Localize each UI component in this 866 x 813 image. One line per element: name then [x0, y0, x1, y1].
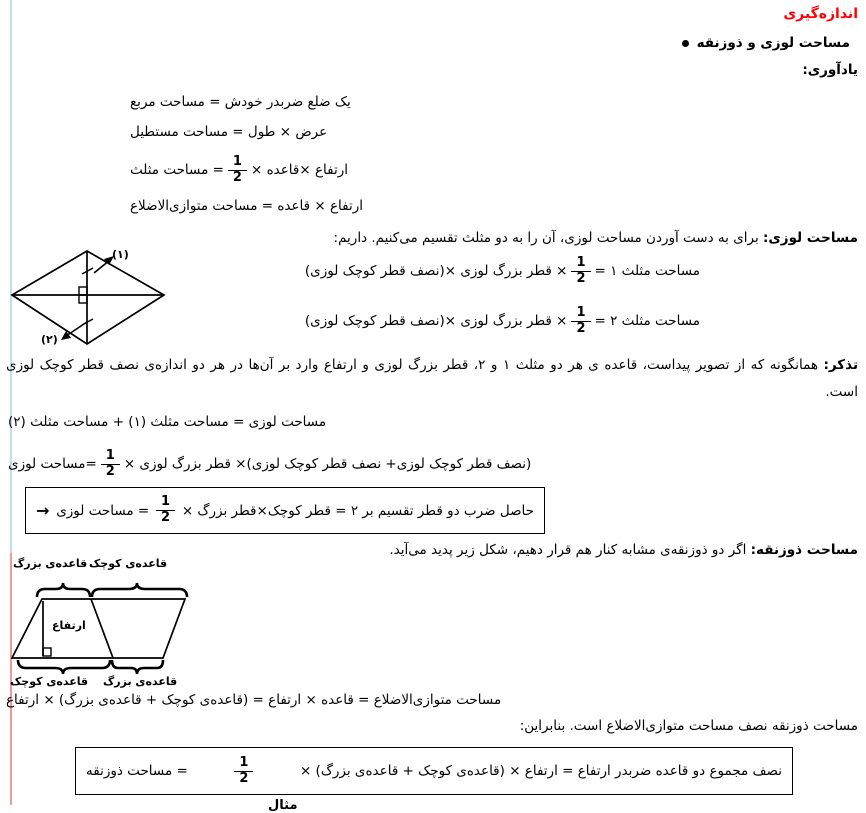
formula-triangle-result: = مساحت مثلث	[130, 162, 224, 178]
formula-square	[130, 94, 351, 110]
triangle2-result: مساحت مثلث ۲ =	[594, 313, 700, 329]
formula-square-text: یک ضلع ضربدر خودش = مساحت مربع	[130, 94, 351, 110]
formula-parallelogram-text: ارتفاع × قاعده = مساحت متوازی‌الاضلاع	[130, 198, 364, 214]
rhombus-sum-formula	[8, 414, 326, 430]
note-paragraph	[6, 352, 858, 406]
half-note-text: مساحت ذوزنقه نصف مساحت متوازی‌الاضلاع است. بنابراین:	[519, 718, 858, 734]
trapezoid-box-result: = مساحت ذوزنقه	[86, 763, 188, 779]
rhombus-intro-text: برای به دست آوردن مساحت لوزی، آن را به دو مثلث تقسیم می‌کنیم. داریم:	[333, 230, 759, 246]
trapezoid-intro-lead: مساحت ذوزنقه:	[750, 542, 858, 558]
formula-triangle	[130, 148, 348, 192]
one-half-fraction: $\frac{1}{2}$	[156, 495, 175, 526]
bottom-small-brace	[112, 660, 163, 674]
right-angle-mark	[43, 648, 51, 656]
rhombus-expanded-expr: (نصف قطر کوچک لوزی+ نصف قطر کوچک لوزی)× قطر بزرگ لوزی ×	[123, 456, 532, 472]
rhombus-intro-lead: مساحت لوزی:	[763, 230, 858, 246]
top-small-brace	[37, 583, 90, 597]
right-angle-mark-lower	[79, 295, 87, 303]
formula-parallelogram	[130, 198, 363, 214]
note-text: همانگونه که از تصویر پیداست، قاعده ی هر دو مثلث ۱ و ۲، قطر بزرگ لوزی و ارتفاع وارد بر آن‌ها در هر دو اندازه‌ی نصف قطر کوچک لوزی است.	[6, 357, 858, 400]
trapezoid-result-box	[75, 747, 793, 795]
one-half-fraction: $\frac{1}{2}$	[234, 756, 253, 787]
trapezoid-top-left-label: قاعده‌ی بزرگ	[13, 557, 88, 570]
trapezoid-diagram	[5, 557, 207, 691]
trapezoid-figure	[5, 557, 207, 691]
triangle1-result: مساحت مثلث ۱ =	[594, 263, 700, 279]
parallelogram-equation	[6, 692, 501, 708]
rhombus-box-expr: حاصل ضرب دو قطر تقسیم بر ۲ = قطر کوچک×قطر بزرگ ×	[181, 502, 534, 519]
trapezoid-box-expr: نصف مجموع دو قاعده ضربدر ارتفاع = ارتفاع × (قاعده‌ی کوچک + قاعده‌ی بزرگ) ×	[299, 763, 782, 779]
rhombus-diagram	[8, 246, 172, 352]
trapezoid-intro-text: اگر دو ذوزنقه‌ی مشابه کنار هم قرار دهیم، شکل زیر پدید می‌آید.	[389, 542, 747, 558]
right-arrow-icon: →	[36, 500, 50, 520]
formula-rectangle-text: عرض × طول = مساحت مستطیل	[130, 124, 328, 140]
right-angle-mark-upper	[79, 287, 87, 295]
trapezoid-height-label: ارتفاع	[52, 619, 86, 632]
page-title: اندازه‌گیری	[783, 6, 858, 22]
trapezoid-intro	[389, 540, 858, 560]
rhombus-label-2: (۲)	[41, 333, 58, 346]
trapezoid-bottom-right-label: قاعده‌ی بزرگ	[103, 675, 178, 688]
double-trapezoid-shape	[12, 599, 185, 658]
one-half-fraction: $\frac{1}{2}$	[571, 256, 590, 287]
note-lead: تذکر:	[823, 357, 859, 373]
rhombus-result-box	[25, 487, 545, 534]
rhombus-expanded-result: =مساحت لوزی	[8, 456, 97, 472]
half-note	[520, 718, 858, 734]
rhombus-sum-text: مساحت لوزی = مساحت مثلث (۱) + مساحت مثلث (۲)	[8, 414, 327, 430]
bullet-item-label: مساحت لوزی و ذوزنقه	[696, 35, 850, 51]
triangle1-formula	[305, 248, 700, 294]
rhombus-label-1: (۱)	[112, 248, 129, 261]
one-half-fraction: $\frac{1}{2}$	[571, 306, 590, 337]
rhombus-expanded-formula	[8, 442, 531, 486]
cutoff-text-fragment: مثال	[268, 798, 298, 813]
bullet-item	[682, 35, 850, 51]
top-big-brace	[92, 583, 187, 597]
triangle1-expr: × قطر بزرگ لوزی ×(نصف قطر کوچک لوزی)	[304, 263, 568, 279]
parallelogram-equation-text: مساحت متوازی‌الاضلاع = قاعده × ارتفاع = (قاعده‌ی کوچک + قاعده‌ی بزرگ) × ارتفاع	[6, 692, 502, 708]
arrow-2-shaft	[66, 322, 87, 336]
bottom-big-brace	[18, 660, 110, 674]
formula-rectangle	[130, 124, 327, 140]
trapezoid-bottom-left-label: قاعده‌ی کوچک	[10, 675, 89, 688]
formula-triangle-expr: ارتفاع ×قاعده ×	[250, 162, 348, 178]
triangle2-formula	[305, 298, 700, 344]
one-half-fraction: $\frac{1}{2}$	[228, 155, 247, 186]
bullet-icon	[682, 40, 689, 47]
rhombus-figure	[8, 246, 172, 352]
reminder-heading: یادآوری:	[802, 62, 858, 78]
trapezoid-top-right-label: قاعده‌ی کوچک	[89, 557, 168, 570]
rhombus-shape	[12, 251, 164, 344]
rhombus-intro	[334, 228, 858, 248]
triangle2-expr: × قطر بزرگ لوزی ×(نصف قطر کوچک لوزی)	[304, 313, 568, 329]
trapezoid-divider-line	[91, 599, 113, 658]
rhombus-box-result: = مساحت لوزی	[56, 502, 150, 519]
one-half-fraction: $\frac{1}{2}$	[101, 449, 120, 480]
